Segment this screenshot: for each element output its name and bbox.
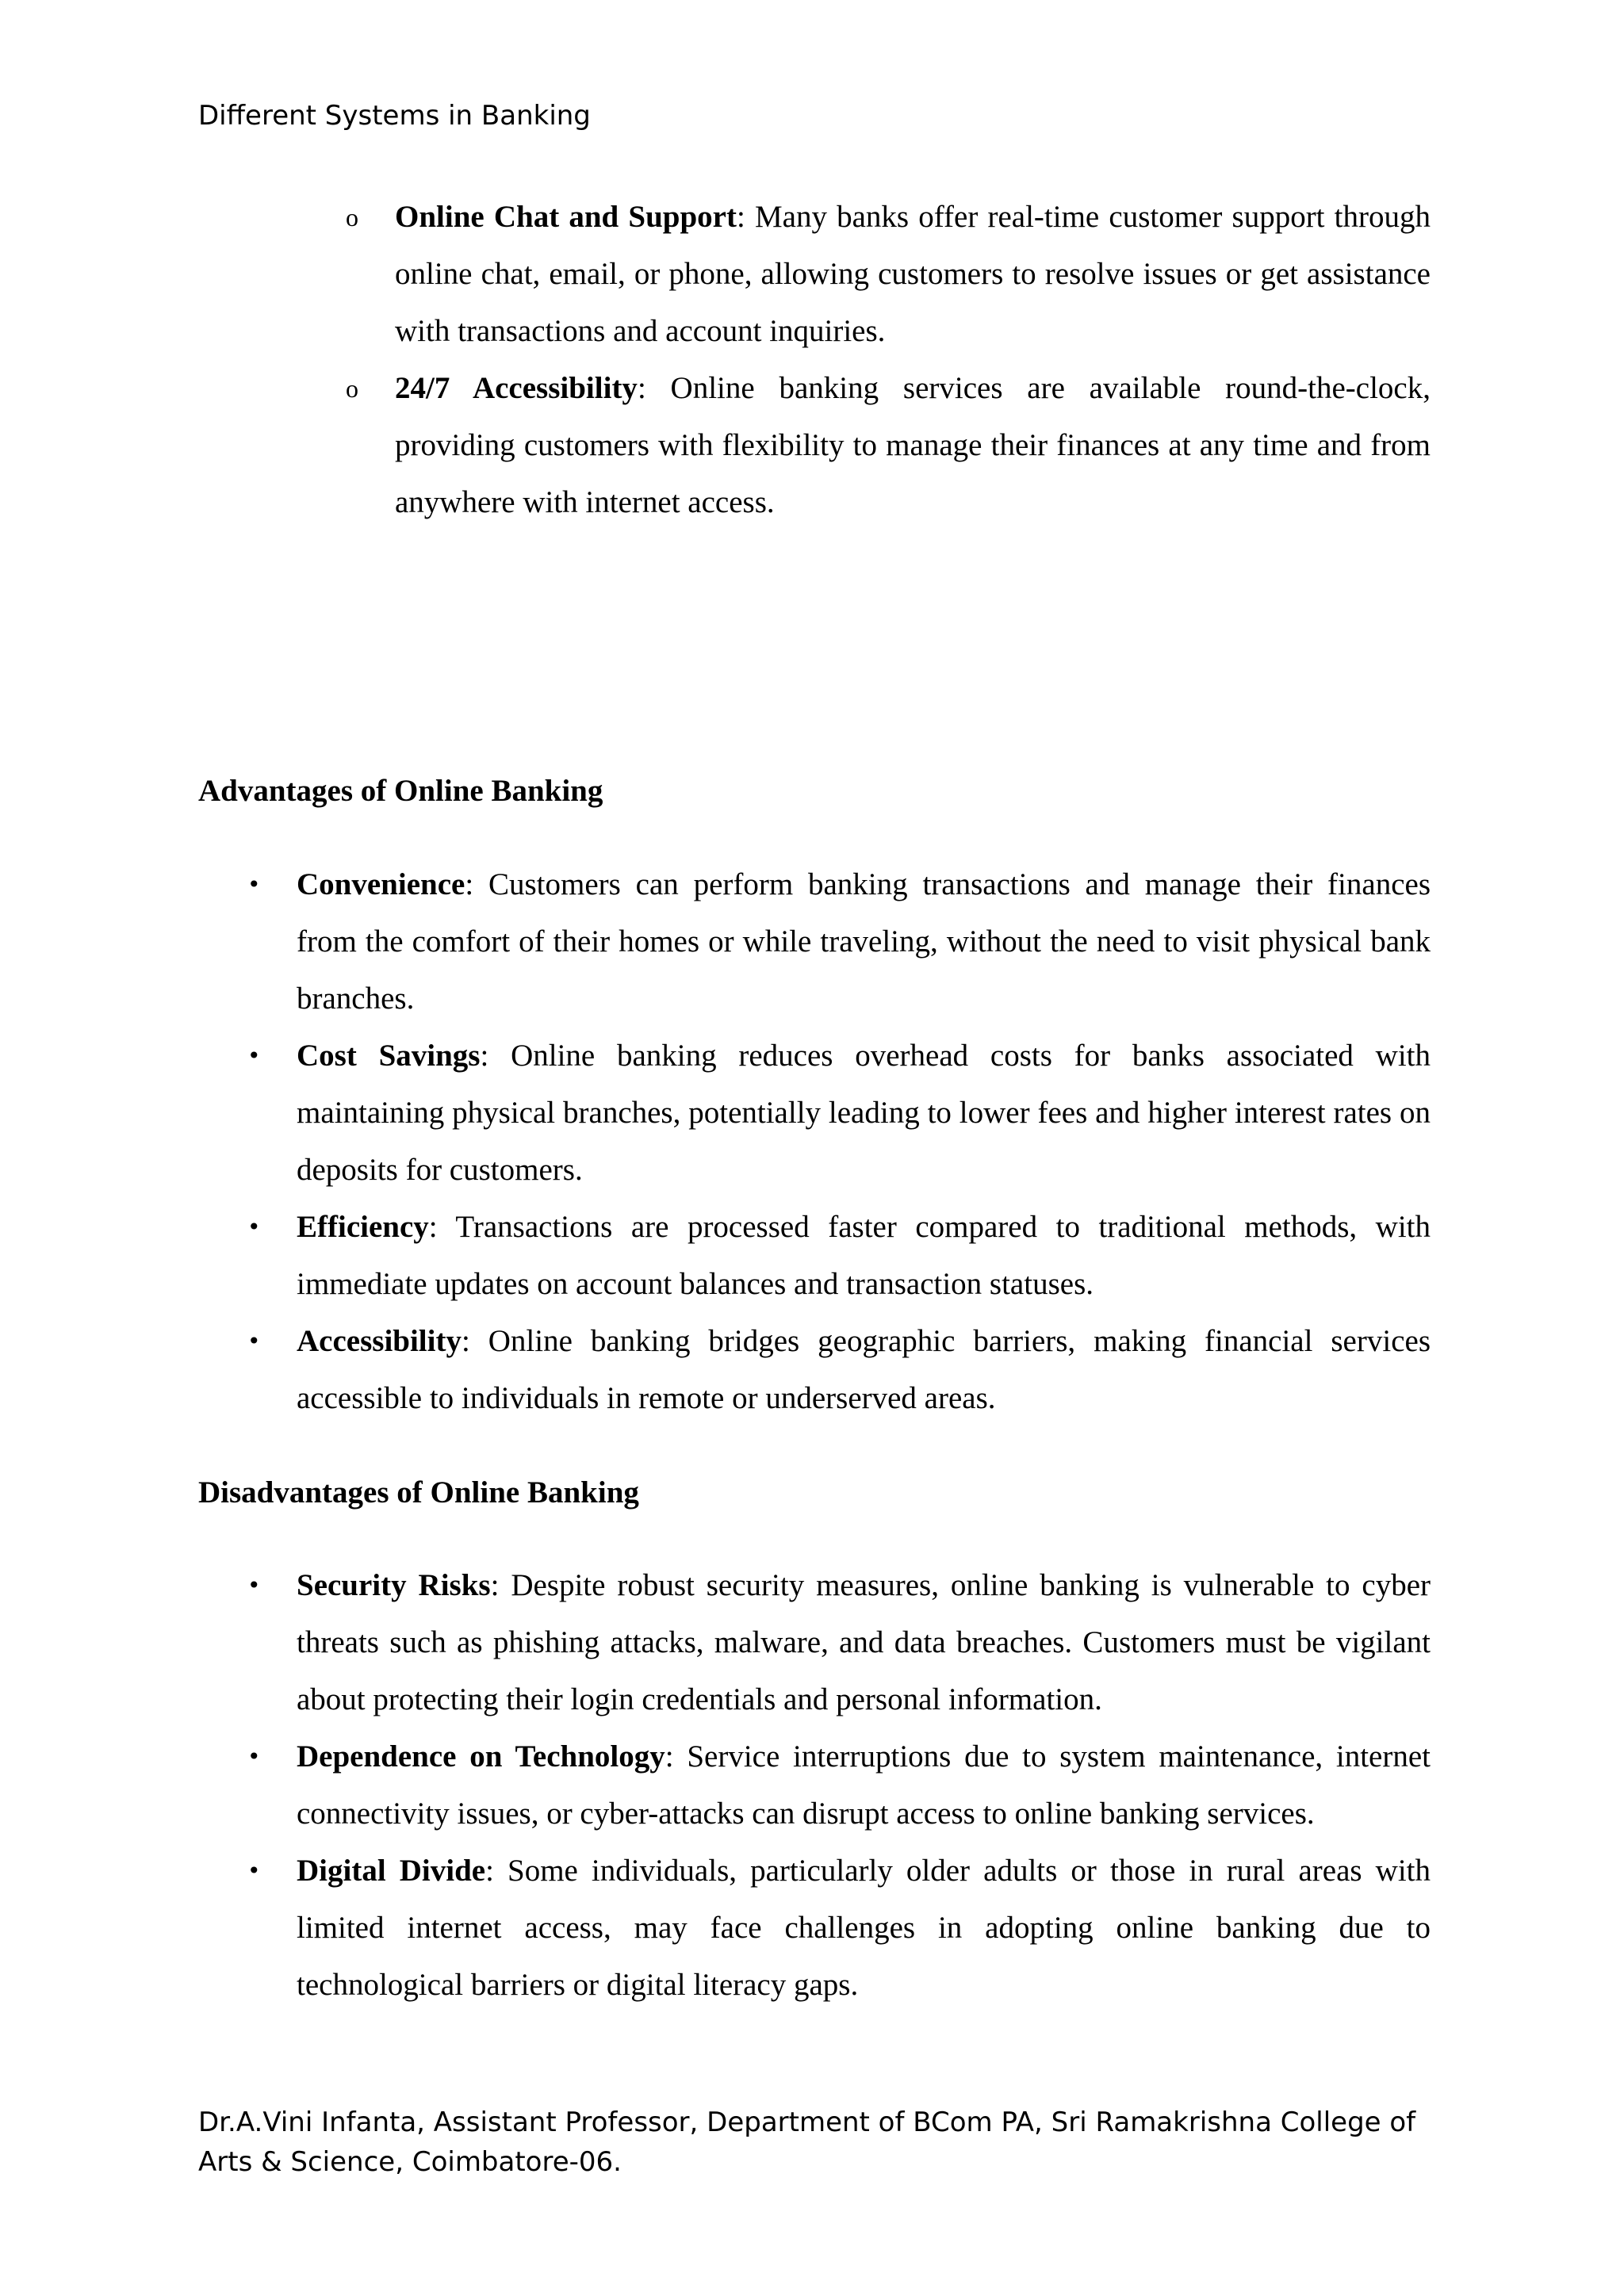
item-description: Online banking bridges geographic barriers, making financial services accessible to individuals in remote or underserved areas. — [297, 1324, 1431, 1415]
item-description: Online banking services are available round-the-clock, providing customers with flexibility to manage their finances at any time and from anywhere with internet access. — [395, 371, 1431, 519]
advantages-list — [198, 856, 1431, 1427]
disadvantages-heading: Disadvantages of Online Banking — [198, 1475, 639, 1510]
list-item-convenience — [198, 856, 1431, 1027]
item-separator: : — [637, 371, 646, 405]
item-term: Dependence on Technology — [297, 1739, 665, 1774]
list-item-24-7-accessibility — [198, 360, 1431, 531]
item-term: Accessibility — [297, 1324, 462, 1358]
item-term: 24/7 Accessibility — [395, 371, 638, 405]
bullet-icon: • — [247, 1328, 261, 1354]
item-description: Some individuals, particularly older adults or those in rural areas with limited internet access, may face challenges in adopting online banking due to technological barriers or digital literacy gaps. — [297, 1854, 1431, 2002]
item-description: Despite robust security measures, online banking is vulnerable to cyber threats such as phishing attacks, malware, and data breaches. Customers must be vigilant about protecting their login credentials and personal information. — [297, 1568, 1431, 1716]
list-item-efficiency — [198, 1199, 1431, 1313]
bullet-icon: • — [247, 1043, 261, 1069]
list-item-accessibility — [198, 1313, 1431, 1427]
item-term: Convenience — [297, 867, 465, 901]
bullet-icon: • — [247, 871, 261, 897]
list-item-cost-savings — [198, 1027, 1431, 1199]
hollow-bullet-icon: o — [346, 203, 358, 232]
item-description: Online banking reduces overhead costs for banks associated with maintaining physical branches, potentially leading to lower fees and higher interest rates on deposits for customers. — [297, 1039, 1431, 1187]
bullet-icon: • — [247, 1858, 261, 1884]
item-separator: : — [428, 1210, 438, 1244]
list-item-online-chat-support — [198, 189, 1431, 360]
item-description: Many banks offer real-time customer support through online chat, email, or phone, allowing customers to resolve issues or get assistance with transactions and account inquiries. — [395, 200, 1431, 348]
item-separator: : — [480, 1039, 489, 1073]
item-term: Digital Divide — [297, 1854, 486, 1888]
list-item-digital-divide — [198, 1843, 1431, 2014]
bullet-icon: • — [247, 1572, 261, 1598]
item-separator: : — [490, 1568, 500, 1602]
disadvantages-list — [198, 1557, 1431, 2014]
item-separator: : — [465, 867, 474, 901]
item-separator: : — [461, 1324, 470, 1358]
item-separator: : — [665, 1739, 674, 1774]
item-description: Customers can perform banking transactions and manage their finances from the comfort of their homes or while traveling, without the need to visit physical bank branches. — [297, 867, 1431, 1016]
list-item-security-risks — [198, 1557, 1431, 1728]
hollow-bullet-icon: o — [346, 374, 358, 403]
item-separator: : — [736, 200, 745, 234]
item-term: Efficiency — [297, 1210, 429, 1244]
item-separator: : — [485, 1854, 494, 1888]
item-description: Transactions are processed faster compared to traditional methods, with immediate updates on account balances and transaction statuses. — [297, 1210, 1431, 1301]
list-item-dependence-on-technology — [198, 1728, 1431, 1843]
item-term: Security Risks — [297, 1568, 491, 1602]
features-sublist — [198, 189, 1431, 531]
bullet-icon: • — [247, 1214, 261, 1240]
running-footer: Dr.A.Vini Infanta, Assistant Professor, Department of BCom PA, Sri Ramakrishna College of Arts & Science, Coimbatore-06. — [198, 2107, 1416, 2178]
bullet-icon: • — [247, 1743, 261, 1770]
item-term: Cost Savings — [297, 1039, 481, 1073]
running-header: Different Systems in Banking — [198, 100, 591, 132]
advantages-heading: Advantages of Online Banking — [198, 774, 603, 808]
item-description: Service interruptions due to system maintenance, internet connectivity issues, or cyber-attacks can disrupt access to online banking services. — [297, 1739, 1431, 1831]
item-term: Online Chat and Support — [395, 200, 737, 234]
